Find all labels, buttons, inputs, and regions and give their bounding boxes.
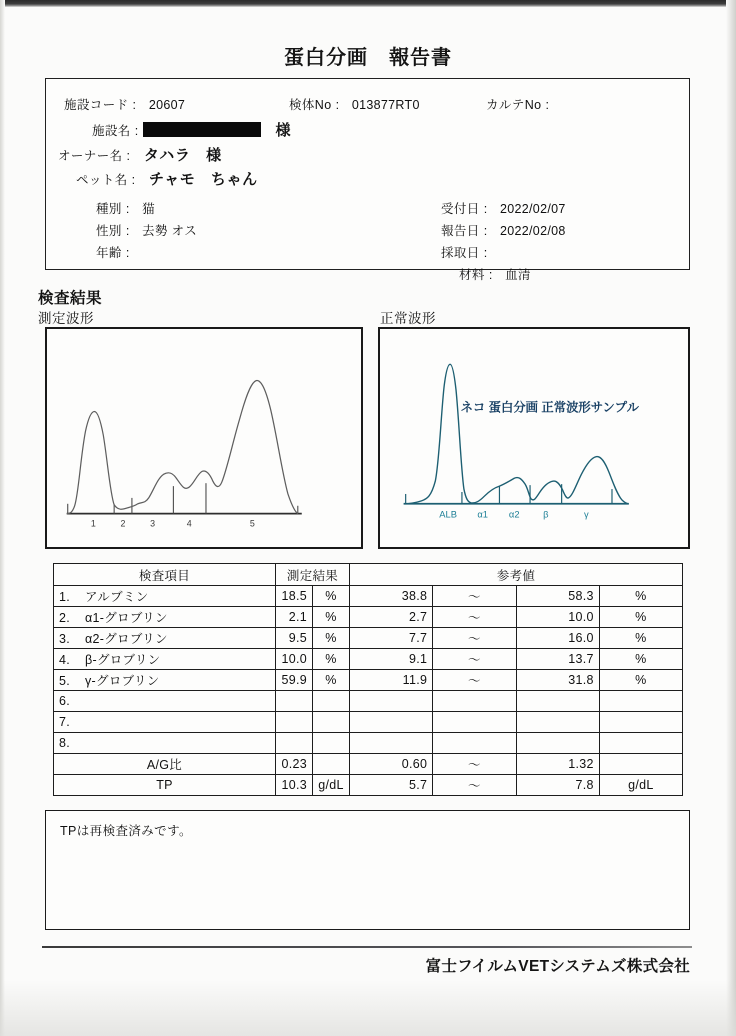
report-date-label: 報告日 : (441, 224, 488, 238)
table-cell-result: 10.3 (276, 775, 313, 796)
table-cell-ref-hi: 31.8 (516, 670, 599, 691)
measured-trace-path (67, 381, 298, 514)
received-date-value: 2022/02/07 (500, 202, 566, 216)
measured-boundary-ticks (68, 483, 298, 513)
normal-tick-labels (439, 510, 589, 520)
table-cell-item (54, 712, 276, 733)
table-cell-ref-hi: 13.7 (516, 649, 599, 670)
pet-name-value: チャモ ちゃん (148, 171, 258, 188)
table-cell-result: 0.23 (276, 754, 313, 775)
facility-code-label: 施設コード : (64, 98, 136, 112)
normal-waveform-label: 正常波形 (380, 311, 436, 326)
normal-waveform-caption: ネコ 蛋白分画 正常波形サンプル (460, 400, 639, 415)
results-table-head (54, 564, 683, 586)
item-name: α1-グロブリン (85, 611, 168, 625)
measured-tick-4: 4 (186, 518, 192, 529)
table-cell-item (54, 628, 276, 649)
table-cell-ref-lo: 2.7 (350, 607, 433, 628)
table-cell-tilde: ～ (433, 775, 516, 796)
table-cell-result: 59.9 (276, 670, 313, 691)
facility-code-value: 20607 (148, 98, 186, 112)
footer-divider (42, 946, 692, 948)
table-cell-ref-lo: 9.1 (350, 649, 433, 670)
results-section-heading: 検査結果 (38, 290, 103, 307)
table-cell-ref-hi: 1.32 (516, 754, 599, 775)
table-cell-ref-unit: % (599, 670, 682, 691)
table-row (54, 712, 683, 733)
facility-name-suffix: 様 (275, 122, 292, 139)
species-label: 種別 : (96, 202, 130, 216)
table-cell-ref-lo (350, 712, 433, 733)
normal-waveform-panel (378, 327, 690, 549)
item-number: 2. (59, 611, 71, 625)
table-cell-ref-hi: 7.8 (516, 775, 599, 796)
table-cell-item (54, 586, 276, 607)
field-chart-no (486, 95, 557, 114)
normal-trace-path (404, 364, 629, 503)
item-number: 3. (59, 632, 71, 646)
table-cell-tilde (433, 691, 516, 712)
table-cell-result: 18.5 (276, 586, 313, 607)
table-cell-ref-lo: 38.8 (350, 586, 433, 607)
normal-boundary-ticks (406, 484, 612, 504)
sample-no-value: 013877RT0 (351, 98, 420, 112)
table-cell-tilde: ～ (433, 754, 516, 775)
measured-tick-3: 3 (150, 518, 156, 529)
table-row (54, 670, 683, 691)
table-cell-ref-lo: 5.7 (350, 775, 433, 796)
field-facility-name (92, 119, 291, 140)
table-cell-ref-unit (599, 712, 682, 733)
field-facility-code (64, 95, 185, 114)
table-cell-unit (313, 712, 350, 733)
table-cell-result (276, 733, 313, 754)
table-cell-unit: % (313, 607, 350, 628)
facility-name-label: 施設名 : (92, 124, 139, 138)
owner-name-value: タハラ 様 (143, 147, 222, 164)
table-cell-item (54, 691, 276, 712)
table-cell-ref-hi: 16.0 (516, 628, 599, 649)
results-table (53, 563, 683, 796)
table-cell-unit: % (313, 670, 350, 691)
table-cell-ref-lo: 7.7 (350, 628, 433, 649)
normal-tick-gamma: γ (583, 509, 589, 520)
item-number: 4. (59, 653, 71, 667)
measured-tick-1: 1 (90, 518, 96, 529)
table-cell-ref-lo (350, 691, 433, 712)
sex-label: 性別 : (96, 224, 130, 238)
table-row (54, 775, 683, 796)
item-name: A/G比 (146, 758, 183, 772)
table-cell-ref-hi (516, 691, 599, 712)
table-cell-item (54, 649, 276, 670)
comment-text: TPは再検査済みです。 (60, 824, 192, 838)
table-cell-ref-hi (516, 712, 599, 733)
item-number: 5. (59, 674, 71, 688)
table-cell-tilde: ～ (433, 649, 516, 670)
item-name: TP (156, 778, 173, 792)
table-row (54, 691, 683, 712)
facility-name-redaction (143, 122, 261, 137)
table-cell-unit (313, 691, 350, 712)
table-cell-result (276, 691, 313, 712)
table-cell-ref-unit: % (599, 607, 682, 628)
table-cell-ref-hi: 10.0 (516, 607, 599, 628)
table-cell-ref-unit (599, 733, 682, 754)
field-pet-name (76, 168, 258, 189)
th-result: 測定結果 (276, 564, 350, 586)
table-cell-tilde: ～ (433, 670, 516, 691)
scan-edge-right (726, 0, 736, 1036)
table-row (54, 586, 683, 607)
page-title: 蛋白分画 報告書 (284, 47, 452, 69)
species-value: 猫 (142, 202, 155, 216)
table-header-row (54, 564, 683, 586)
item-name: アルブミン (85, 590, 149, 604)
measured-tick-labels (91, 518, 255, 528)
table-row (54, 754, 683, 775)
sample-no-label: 検体No : (289, 98, 339, 112)
normal-tick-beta: β (543, 509, 549, 520)
field-sex (96, 221, 197, 240)
field-received-date (441, 199, 566, 218)
table-cell-unit (313, 733, 350, 754)
material-value: 血清 (505, 268, 531, 282)
table-cell-ref-unit (599, 754, 682, 775)
field-material (459, 265, 531, 284)
chart-no-label: カルテNo : (486, 98, 549, 112)
table-cell-tilde (433, 712, 516, 733)
item-name: β-グロブリン (85, 653, 161, 667)
table-cell-ref-hi (516, 733, 599, 754)
field-species (96, 199, 155, 218)
table-cell-tilde: ～ (433, 607, 516, 628)
table-cell-result: 10.0 (276, 649, 313, 670)
measured-waveform-chart (47, 329, 361, 547)
scan-edge-top (0, 0, 736, 7)
table-cell-tilde: ～ (433, 628, 516, 649)
received-date-label: 受付日 : (441, 202, 488, 216)
table-cell-item (54, 733, 276, 754)
table-cell-ref-unit (599, 691, 682, 712)
table-row (54, 607, 683, 628)
age-label: 年齢 : (96, 246, 130, 260)
table-cell-ref-lo: 11.9 (350, 670, 433, 691)
field-collection-date (441, 243, 496, 262)
material-label: 材料 : (459, 268, 493, 282)
table-cell-unit: % (313, 586, 350, 607)
table-cell-ref-lo (350, 733, 433, 754)
table-cell-unit (313, 754, 350, 775)
item-name: α2-グロブリン (85, 632, 168, 646)
measured-waveform-label: 測定波形 (38, 311, 94, 326)
table-cell-result: 9.5 (276, 628, 313, 649)
owner-name-label: オーナー名 : (58, 149, 130, 163)
measured-tick-2: 2 (120, 518, 126, 529)
table-row (54, 733, 683, 754)
collection-date-label: 採取日 : (441, 246, 488, 260)
table-cell-ref-unit: g/dL (599, 775, 682, 796)
table-cell-unit: % (313, 628, 350, 649)
patient-info-box (45, 78, 690, 282)
th-reference: 参考値 (350, 564, 683, 586)
item-number: 6. (59, 694, 71, 708)
scan-edge-left (0, 0, 5, 1036)
table-cell-tilde (433, 733, 516, 754)
field-report-date (441, 221, 566, 240)
item-name: γ-グロブリン (85, 674, 160, 688)
table-row (54, 628, 683, 649)
table-cell-item (54, 775, 276, 796)
table-cell-item (54, 607, 276, 628)
table-row (54, 649, 683, 670)
item-number: 8. (59, 736, 71, 750)
table-cell-result: 2.1 (276, 607, 313, 628)
measured-waveform-panel (45, 327, 363, 549)
table-cell-unit: % (313, 649, 350, 670)
paper-bottom-shade (0, 980, 736, 1036)
table-cell-item (54, 670, 276, 691)
table-cell-ref-unit: % (599, 628, 682, 649)
comment-box (45, 810, 690, 930)
pet-name-label: ペット名 : (76, 173, 135, 187)
item-number: 7. (59, 715, 71, 729)
table-cell-ref-unit: % (599, 586, 682, 607)
normal-tick-alpha1: α1 (477, 509, 488, 520)
field-age (96, 243, 138, 262)
item-number: 1. (59, 590, 71, 604)
sex-value: 去勢 オス (142, 224, 197, 238)
table-cell-ref-lo: 0.60 (350, 754, 433, 775)
table-cell-item (54, 754, 276, 775)
normal-waveform-chart (380, 329, 688, 547)
footer-company-name: 富士フイルムVETシステムズ株式会社 (425, 958, 690, 975)
table-cell-unit: g/dL (313, 775, 350, 796)
table-cell-result (276, 712, 313, 733)
table-cell-tilde: ～ (433, 586, 516, 607)
th-item: 検査項目 (54, 564, 276, 586)
normal-tick-alpha2: α2 (508, 509, 520, 520)
normal-tick-alb: ALB (439, 509, 457, 520)
results-table-body (54, 586, 683, 796)
field-owner-name (58, 144, 222, 165)
table-cell-ref-unit: % (599, 649, 682, 670)
table-cell-ref-hi: 58.3 (516, 586, 599, 607)
measured-tick-5: 5 (249, 518, 255, 529)
report-date-value: 2022/02/08 (500, 224, 566, 238)
field-sample-no (289, 95, 420, 114)
